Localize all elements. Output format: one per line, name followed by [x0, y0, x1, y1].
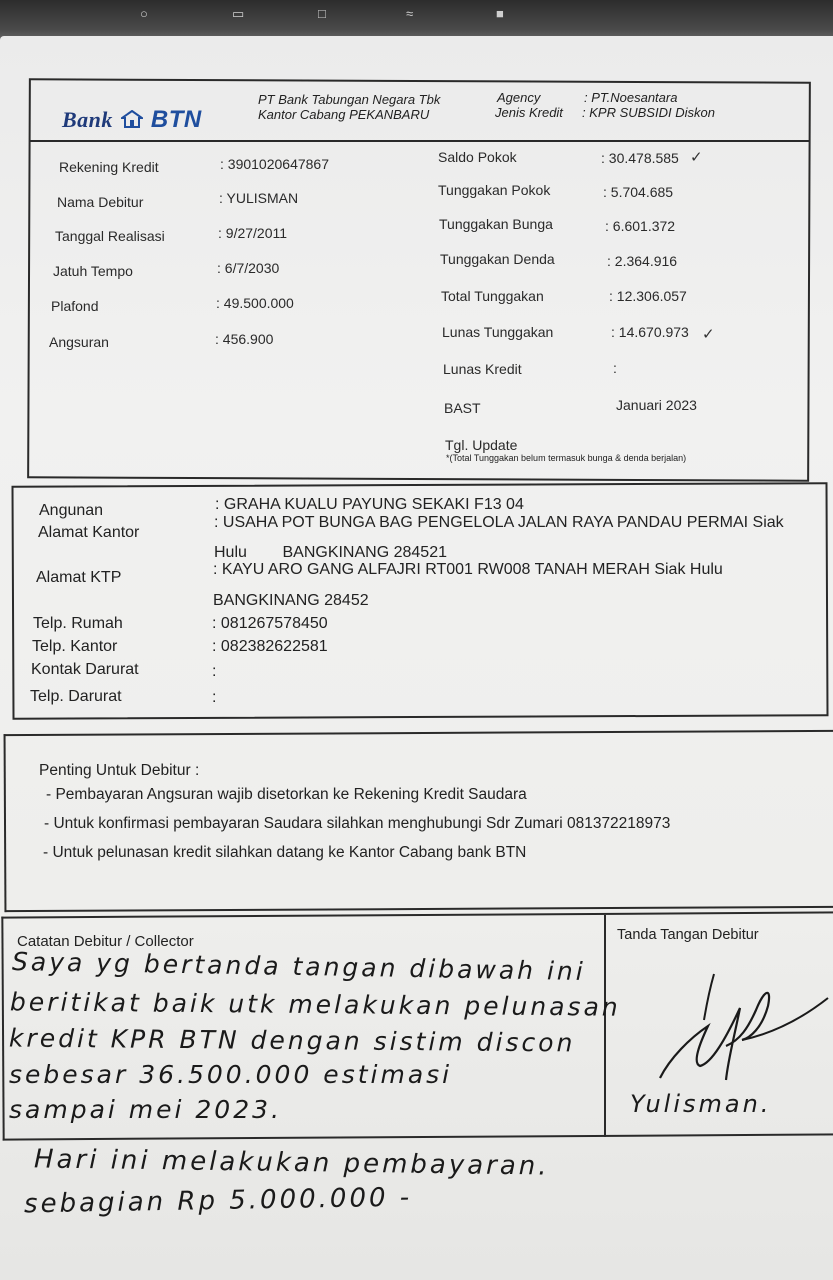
- lunas-kredit-label: Lunas Kredit: [443, 361, 522, 377]
- bast-label: BAST: [444, 400, 481, 416]
- plafond-label: Plafond: [51, 298, 99, 314]
- lunas-tunggakan-label: Lunas Tunggakan: [442, 324, 554, 340]
- tunggakan-bunga-label: Tunggakan Bunga: [439, 216, 553, 232]
- bank-brand-text: BTN: [150, 106, 202, 133]
- bank-logo-text: Bank: [62, 107, 113, 132]
- rekening-kredit-value: : 3901020647867: [220, 156, 329, 172]
- company-name: PT Bank Tabungan Negara Tbk: [258, 92, 441, 107]
- notes-title: Catatan Debitur / Collector: [17, 933, 194, 950]
- total-tunggakan-value: : 12.306.057: [609, 288, 687, 304]
- kontak-darurat-label: Kontak Darurat: [31, 661, 139, 678]
- signer-name: Yulisman.: [630, 1090, 772, 1118]
- telp-darurat-label: Telp. Darurat: [30, 688, 122, 705]
- tunggakan-denda-value: : 2.364.916: [607, 253, 678, 269]
- alamat-ktp-line2: BANGKINANG 28452: [213, 592, 369, 609]
- handwritten-note-line-2: beritikat baik utk melakukan pelunasan: [9, 987, 621, 1022]
- account-box: [27, 78, 811, 481]
- notice-line-3: - Untuk pelunasan kredit silahkan datang ke Kantor Cabang bank BTN: [43, 844, 527, 861]
- bank-logo: [62, 106, 202, 134]
- tgl-update-label: Tgl. Update: [445, 437, 518, 453]
- notice-line-1: - Pembayaran Angsuran wajib disetorkan ke Rekening Kredit Saudara: [46, 786, 527, 803]
- tanggal-realisasi-label: Tanggal Realisasi: [55, 228, 165, 244]
- drive-icon: □: [318, 6, 326, 21]
- branch-name: Kantor Cabang PEKANBARU: [258, 107, 430, 122]
- saldo-pokok-value: : 30.478.585: [601, 150, 679, 166]
- alamat-ktp-label: Alamat KTP: [36, 569, 122, 586]
- total-tunggakan-label: Total Tunggakan: [441, 288, 544, 304]
- handwritten-note-line-6: Hari ini melakukan pembayaran.: [33, 1144, 550, 1182]
- handwritten-note-line-7: sebagian Rp 5.000.000 -: [23, 1182, 413, 1220]
- handwritten-note-line-4: sebesar 36.500.000 estimasi: [9, 1060, 453, 1089]
- header-divider: [29, 140, 809, 142]
- check-mark-icon: ✓: [690, 149, 703, 166]
- angunan-value: : GRAHA KUALU PAYUNG SEKAKI F13 04: [215, 496, 524, 513]
- nama-debitur-value: : YULISMAN: [219, 190, 299, 206]
- telp-rumah-label: Telp. Rumah: [33, 615, 123, 632]
- handwritten-note-line-5: sampai mei 2023.: [9, 1095, 282, 1124]
- tunggakan-pokok-label: Tunggakan Pokok: [438, 182, 551, 198]
- telp-darurat-value: :: [212, 689, 217, 706]
- tunggakan-bunga-value: : 6.601.372: [605, 218, 676, 234]
- angsuran-label: Angsuran: [49, 334, 109, 350]
- check-mark-icon: ✓: [702, 326, 715, 343]
- telp-rumah-value: : 081267578450: [212, 615, 328, 632]
- jatuh-tempo-label: Jatuh Tempo: [53, 263, 133, 279]
- lunas-tunggakan-value: : 14.670.973: [611, 324, 689, 340]
- signature-label: Tanda Tangan Debitur: [617, 927, 759, 943]
- notes-column-divider: [604, 915, 606, 1137]
- notice-line-2: - Untuk konfirmasi pembayaran Saudara silahkan menghubungi Sdr Zumari 081372218973: [44, 815, 671, 832]
- tunggakan-pokok-value: : 5.704.685: [603, 184, 674, 200]
- agency-label: Agency: [497, 90, 541, 105]
- tanggal-realisasi-value: : 9/27/2011: [218, 225, 288, 241]
- agency-value: : PT.Noesantara: [584, 90, 678, 105]
- bank-house-icon: [121, 110, 143, 128]
- alamat-kantor-line1: : USAHA POT BUNGA BAG PENGELOLA JALAN RAYA PANDAU PERMAI Siak: [214, 514, 784, 531]
- tunggakan-denda-label: Tunggakan Denda: [440, 251, 555, 267]
- rekening-kredit-label: Rekening Kredit: [59, 159, 159, 175]
- notice-title: Penting Untuk Debitur :: [39, 762, 200, 779]
- battery-icon: ▭: [232, 6, 245, 21]
- alamat-kantor-label: Alamat Kantor: [38, 524, 140, 541]
- telp-kantor-value: : 082382622581: [212, 638, 328, 655]
- saldo-pokok-label: Saldo Pokok: [438, 149, 517, 165]
- kontak-darurat-value: :: [212, 663, 217, 680]
- lunas-kredit-value: :: [613, 360, 617, 376]
- handwritten-note-line-1: Saya yg bertanda tangan dibawah ini: [11, 946, 586, 987]
- footnote: *(Total Tunggakan belum termasuk bunga & denda berjalan): [446, 453, 687, 463]
- alamat-ktp-line1: : KAYU ARO GANG ALFAJRI RT001 RW008 TANAH MERAH Siak Hulu: [213, 561, 723, 578]
- angunan-label: Angunan: [39, 502, 104, 519]
- telp-kantor-label: Telp. Kantor: [32, 638, 118, 655]
- lightbulb-icon: ○: [140, 6, 148, 21]
- jatuh-tempo-value: : 6/7/2030: [217, 260, 280, 276]
- signature-image: [630, 968, 830, 1086]
- alamat-kantor-line2: Hulu BANGKINANG 284521: [214, 544, 447, 561]
- lock-icon: ■: [496, 6, 504, 21]
- wireless-icon: ≈: [406, 6, 414, 21]
- credit-type-value: : KPR SUBSIDI Diskon: [582, 105, 715, 120]
- plafond-value: : 49.500.000: [216, 295, 294, 311]
- handwritten-note-line-3: kredit KPR BTN dengan sistim discon: [8, 1023, 576, 1058]
- credit-type-label: Jenis Kredit: [495, 105, 563, 120]
- bast-value: Januari 2023: [616, 397, 697, 413]
- angsuran-value: : 456.900: [215, 331, 274, 347]
- nama-debitur-label: Nama Debitur: [57, 194, 144, 210]
